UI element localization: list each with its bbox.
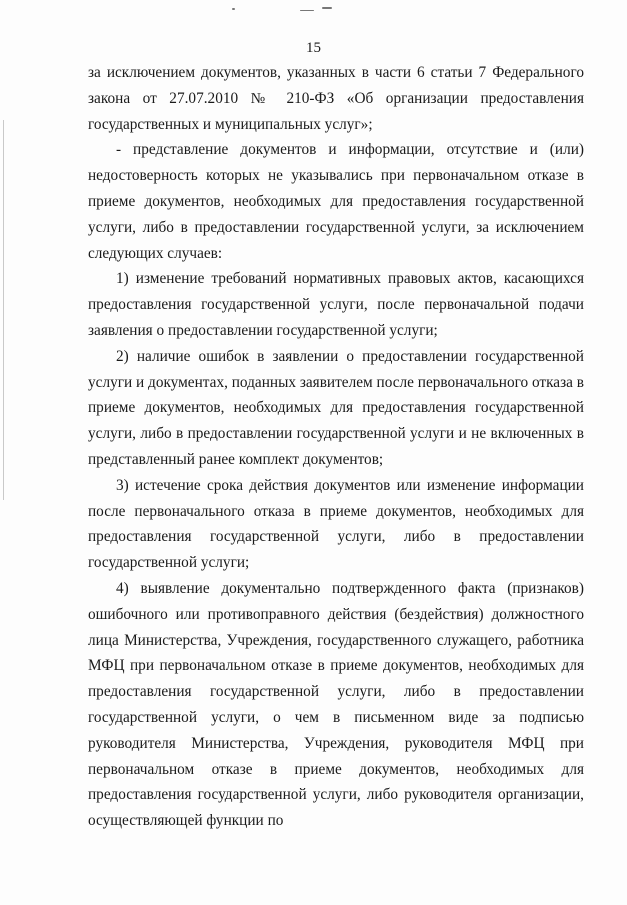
scan-speckle xyxy=(300,10,314,11)
document-body xyxy=(88,60,584,834)
list-item-case-1: 1) изменение требований нормативных правовых актов, касающихся предоставления государственной услуги, после первоначальной подачи заявления о предоставлении государственной услуги; xyxy=(88,270,584,339)
list-item-case-4: 4) выявление документально подтвержденного факта (признаков) ошибочного или противоправного действия (бездействия) должностного лица Министерства, Учреждения, государственного служащего, работника МФЦ при первоначальном отказе в приеме документов, необходимых для предоставления государственной услуги, либо в предоставлении государственной услуги, о чем в письменном виде за подписью руководителя Министерства, Учреждения, руководителя МФЦ при первоначальном отказе в приеме документов, необходимых для предоставления государственной услуги, либо руководителя организации, осуществляющей функции по xyxy=(88,579,584,830)
paragraph-absence-clause: - представление документов и информации, отсутствие и (или) недостоверность которых не указывались при первоначальном отказе в приеме документов, необходимых для предоставления государственной услуги, либо в предоставлении государственной услуги, за исключением следующих случаев: xyxy=(88,141,584,262)
page-number: 15 xyxy=(306,40,321,56)
scan-margin-line xyxy=(3,120,4,500)
scan-speckle xyxy=(232,8,235,10)
paragraph-continuation: за исключением документов, указанных в части 6 статьи 7 Федерального закона от 27.07.2010 № 210-ФЗ «Об организации предоставления государственных и муниципальных услуг»; xyxy=(88,64,584,133)
list-item-case-3: 3) истечение срока действия документов или изменение информации после первоначального отказа в приеме документов, необходимых для предоставления государственной услуги, либо в предоставлении государственной услуги; xyxy=(88,476,584,572)
list-item-case-2: 2) наличие ошибок в заявлении о предоставлении государственной услуги и документах, поданных заявителем после первоначального отказа в приеме документов, необходимых для предоставления государственной услуги, либо в предоставлении государственной услуги и не включенных в представленный ранее комплект документов; xyxy=(88,347,584,468)
scan-speckle xyxy=(322,7,332,9)
